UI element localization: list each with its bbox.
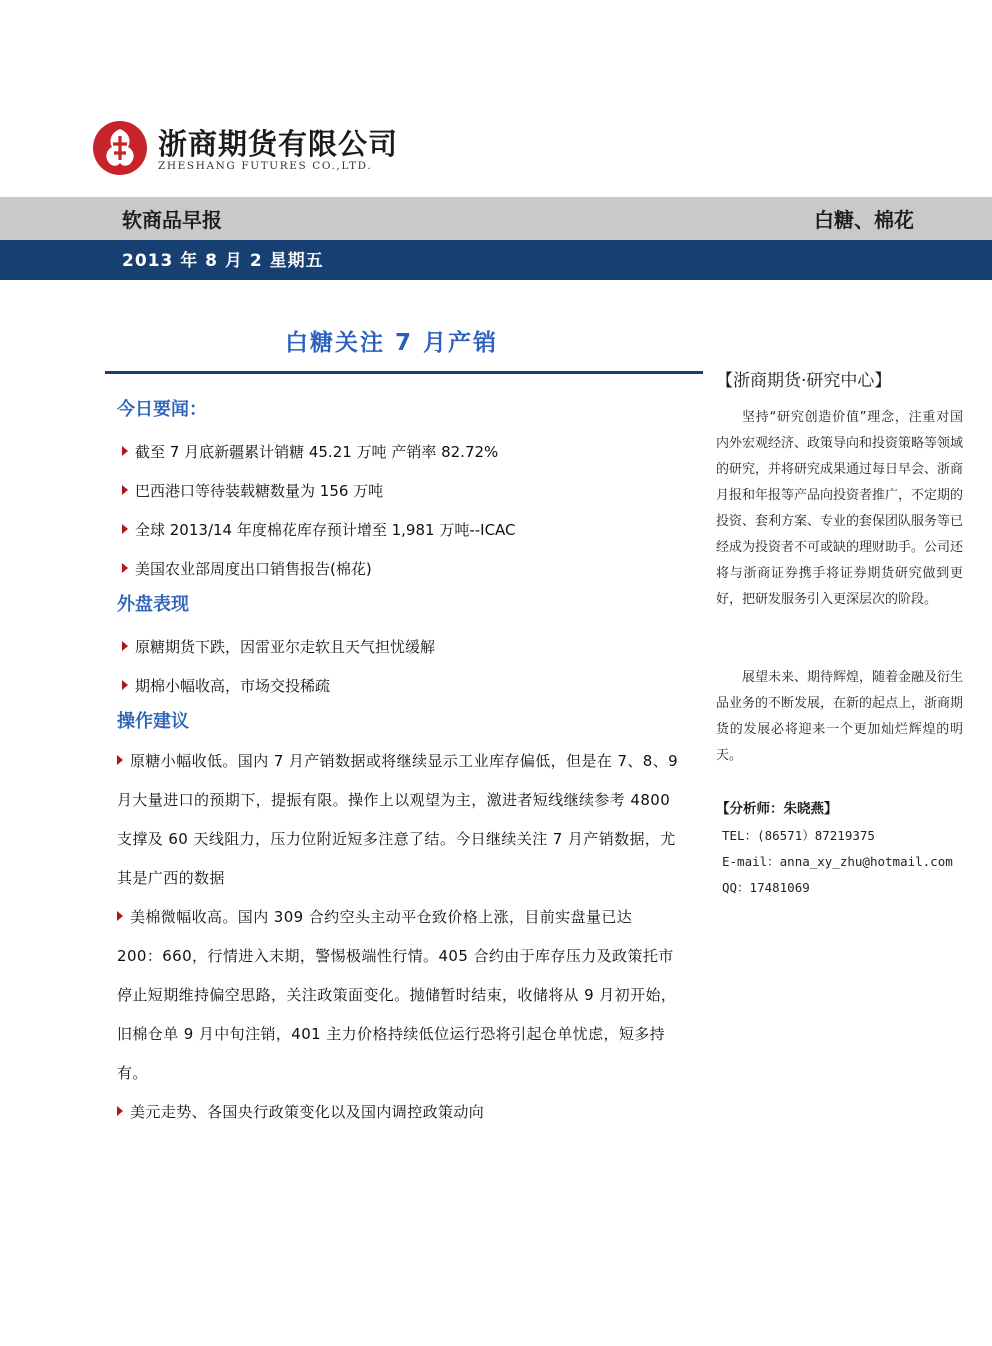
analyst-name: 【分析师：朱晓燕】 bbox=[716, 801, 838, 817]
bullet-arrow-icon bbox=[122, 641, 128, 651]
news-item: 巴西港口等待装载糖数量为 156 万吨 bbox=[122, 480, 383, 501]
bullet-arrow-icon bbox=[117, 1106, 123, 1116]
commodities-label: 白糖、棉花 bbox=[814, 208, 914, 232]
overseas-item: 原糖期货下跌，因雷亚尔走软且天气担忧缓解 bbox=[122, 636, 435, 657]
bullet-arrow-icon bbox=[122, 563, 128, 573]
advice-paragraph-cotton: 美棉微幅收高。国内 309 合约空头主动平仓致价格上涨，目前实盘量已达 200：660，行情进入末期，警惕极端性行情。405 合约由于库存压力及政策托市停止短期维持偏空思路，关注政策面变化。抛储暂时结束，收储将从 9 月初开始，旧棉仓单 9 月中旬注销，401 主力价格持续低位运行恐将引起仓单忧虑，短多持有。 bbox=[117, 908, 677, 1082]
news-item: 截至 7 月底新疆累计销糖 45.21 万吨 产销率 82.72% bbox=[122, 441, 498, 462]
date-banner bbox=[0, 240, 992, 280]
overseas-section-title: 外盘表现 bbox=[117, 594, 189, 615]
advice-paragraph-watch: 美元走势、各国央行政策变化以及国内调控政策动向 bbox=[117, 1093, 682, 1132]
company-logo bbox=[92, 118, 399, 180]
overseas-item: 期棉小幅收高，市场交投稀疏 bbox=[122, 675, 330, 696]
advice-paragraph-sugar: 原糖小幅收低。国内 7 月产销数据或将继续显示工业库存偏低，但是在 7、8、9 月大量进口的预期下，提振有限。操作上以观望为主，激进者短线继续参考 4800 支撑及 60 天线阻力，压力位附近短多注意了结。今日继续关注 7 月产销数据，尤其是广西的数据 bbox=[117, 752, 679, 887]
bullet-arrow-icon bbox=[122, 446, 128, 456]
analyst-qq: QQ：17481069 bbox=[722, 880, 810, 895]
headline-divider bbox=[105, 371, 703, 374]
company-logo-icon bbox=[92, 120, 148, 176]
bullet-arrow-icon bbox=[122, 485, 128, 495]
analyst-email: E-mail：anna_xy_zhu@hotmail.com bbox=[722, 854, 953, 869]
bullet-arrow-icon bbox=[122, 524, 128, 534]
news-item: 全球 2013/14 年度棉花库存预计增至 1,981 万吨--ICAC bbox=[122, 519, 516, 540]
sidebar-outlook: 展望未来、期待辉煌，随着金融及衍生品业务的不断发展，在新的起点上，浙商期货的发展必将迎来一个更加灿烂辉煌的明天。 bbox=[716, 670, 964, 763]
advice-section-title: 操作建议 bbox=[117, 711, 189, 732]
news-item: 美国农业部周度出口销售报告(棉花) bbox=[122, 558, 372, 579]
news-section-title: 今日要闻： bbox=[117, 399, 207, 420]
bullet-arrow-icon bbox=[117, 911, 123, 921]
company-name-en: ZHESHANG FUTURES CO.,LTD. bbox=[158, 160, 373, 172]
headline: 白糖关注 7 月产销 bbox=[285, 330, 499, 356]
sidebar-intro: 坚持“研究创造价值”理念，注重对国内外宏观经济、政策导向和投资策略等领域的研究，并将研究成果通过每日早会、浙商月报和年报等产品向投资者推广，不定期的投资、套利方案、专业的套保团队服务等已经成为投资者不可或缺的理财助手。公司还将与浙商证券携手将证券期货研究做到更好，把研发服务引入更深层次的阶段。 bbox=[716, 410, 964, 607]
bullet-arrow-icon bbox=[122, 680, 128, 690]
report-name: 软商品早报 bbox=[122, 208, 222, 232]
company-name-cn: 浙商期货有限公司 bbox=[158, 127, 399, 161]
report-banner bbox=[0, 197, 992, 240]
sidebar-title: 【浙商期货·研究中心】 bbox=[716, 371, 892, 391]
report-date: 2013 年 8 月 2 星期五 bbox=[122, 251, 324, 271]
analyst-tel: TEL：(86571）87219375 bbox=[722, 828, 875, 843]
bullet-arrow-icon bbox=[117, 755, 123, 765]
